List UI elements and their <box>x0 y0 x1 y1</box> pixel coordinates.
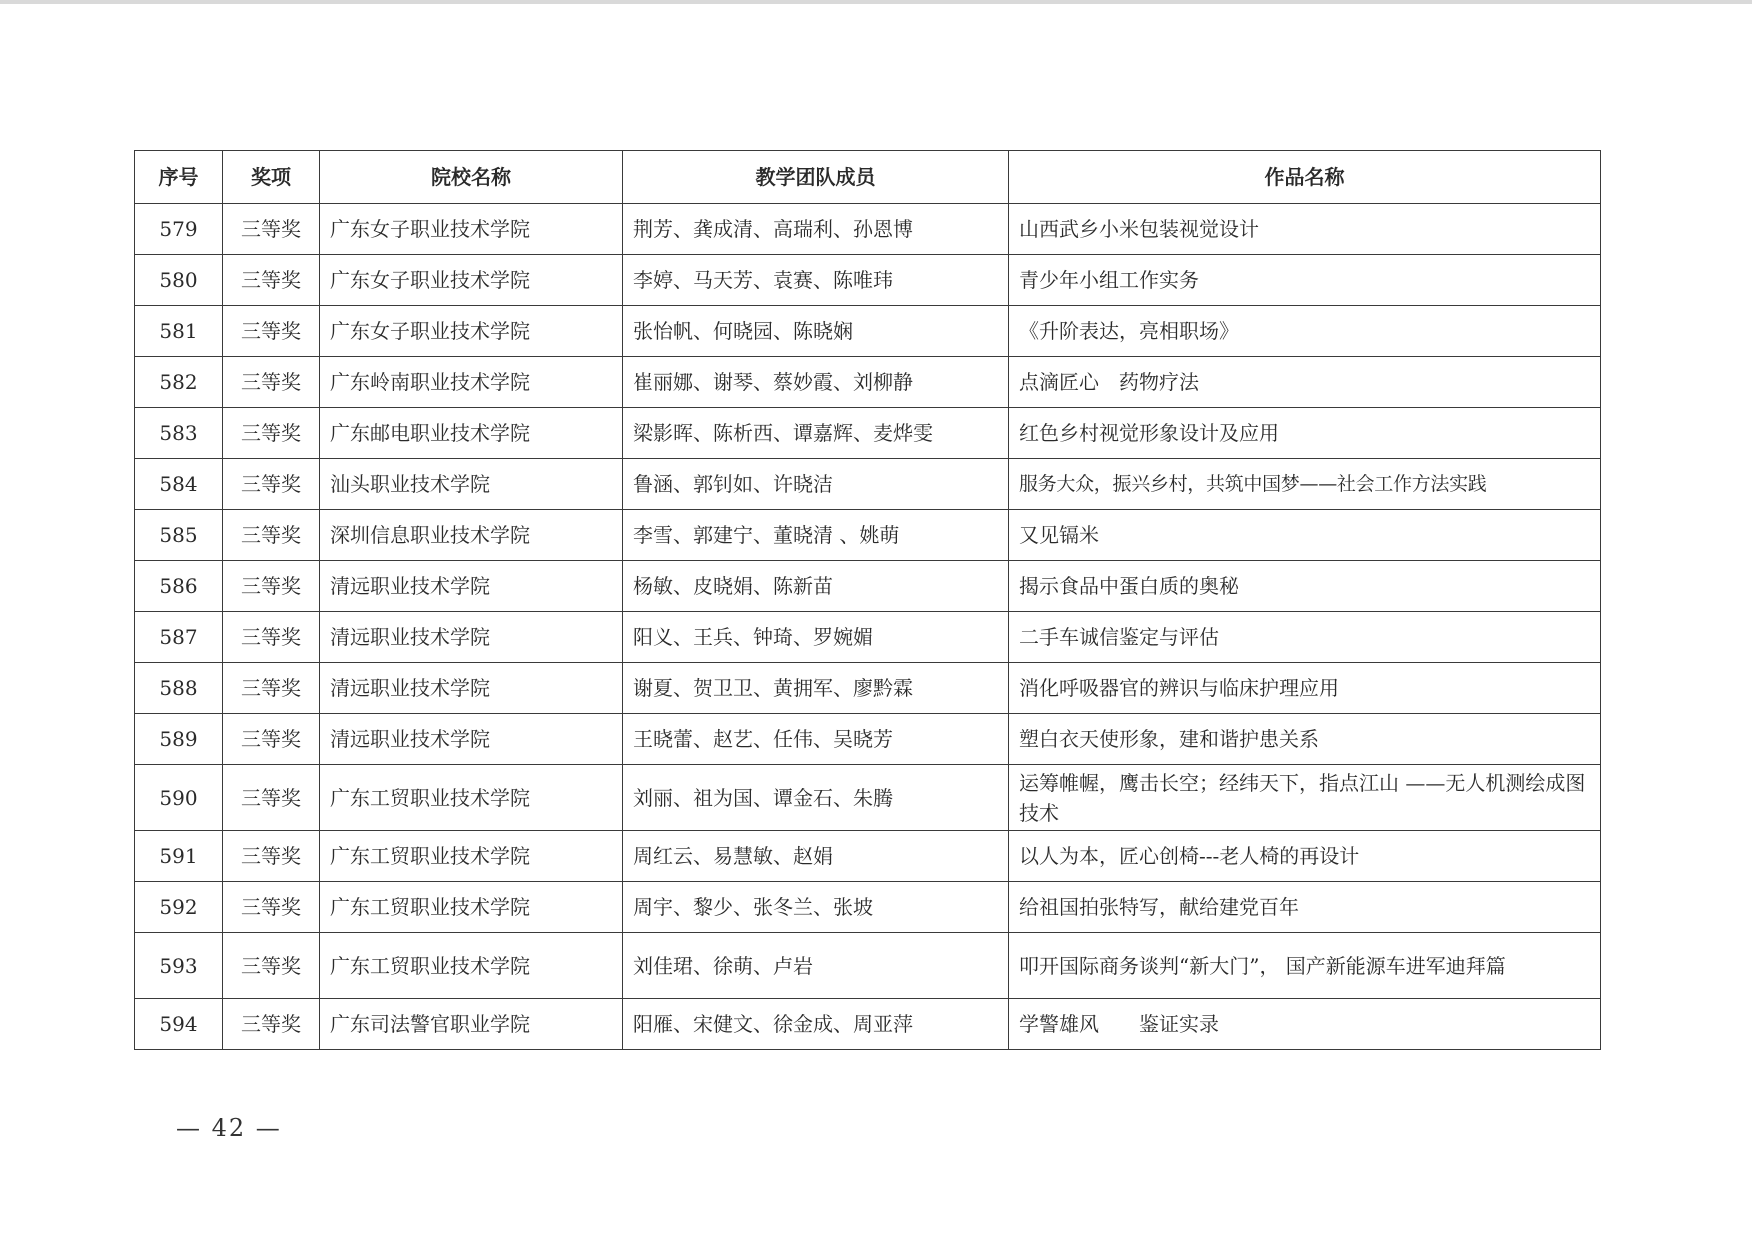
cell-no: 593 <box>135 933 223 999</box>
cell-school: 清远职业技术学院 <box>320 612 623 663</box>
cell-work: 给祖国拍张特写，献给建党百年 <box>1009 882 1601 933</box>
cell-work: 又见镉米 <box>1009 510 1601 561</box>
cell-work: 塑白衣天使形象，建和谐护患关系 <box>1009 714 1601 765</box>
cell-school: 广东女子职业技术学院 <box>320 306 623 357</box>
cell-team: 张怡帆、何晓园、陈晓娴 <box>623 306 1009 357</box>
cell-team: 周红云、易慧敏、赵娟 <box>623 831 1009 882</box>
cell-award: 三等奖 <box>223 831 320 882</box>
header-school: 院校名称 <box>320 151 623 204</box>
page-top-edge <box>0 0 1752 4</box>
cell-no: 579 <box>135 204 223 255</box>
header-award: 奖项 <box>223 151 320 204</box>
cell-award: 三等奖 <box>223 408 320 459</box>
table-row <box>135 831 1601 882</box>
cell-school: 广东女子职业技术学院 <box>320 204 623 255</box>
cell-no: 594 <box>135 999 223 1050</box>
cell-work: 青少年小组工作实务 <box>1009 255 1601 306</box>
cell-no: 586 <box>135 561 223 612</box>
table-row <box>135 714 1601 765</box>
cell-no: 592 <box>135 882 223 933</box>
cell-team: 李雪、郭建宁、董晓清 、姚萌 <box>623 510 1009 561</box>
cell-award: 三等奖 <box>223 561 320 612</box>
table-row <box>135 882 1601 933</box>
table-row <box>135 510 1601 561</box>
cell-no: 590 <box>135 765 223 831</box>
cell-award: 三等奖 <box>223 714 320 765</box>
cell-team: 王晓蕾、赵艺、任伟、吴晓芳 <box>623 714 1009 765</box>
cell-team: 周宇、黎少、张冬兰、张坡 <box>623 882 1009 933</box>
cell-team: 杨敏、皮晓娟、陈新苗 <box>623 561 1009 612</box>
cell-school: 广东工贸职业技术学院 <box>320 765 623 831</box>
cell-no: 582 <box>135 357 223 408</box>
cell-work: 山西武乡小米包装视觉设计 <box>1009 204 1601 255</box>
cell-no: 581 <box>135 306 223 357</box>
award-table <box>134 150 1601 1050</box>
cell-team: 谢夏、贺卫卫、黄拥军、廖黔霖 <box>623 663 1009 714</box>
cell-school: 清远职业技术学院 <box>320 663 623 714</box>
table-row <box>135 612 1601 663</box>
cell-award: 三等奖 <box>223 204 320 255</box>
page-number: — 42 — <box>176 1114 282 1142</box>
cell-award: 三等奖 <box>223 357 320 408</box>
cell-school: 广东工贸职业技术学院 <box>320 831 623 882</box>
cell-work: 揭示食品中蛋白质的奥秘 <box>1009 561 1601 612</box>
cell-work: 运筹帷幄，鹰击长空；经纬天下，指点江山 ——无人机测绘成图技术 <box>1009 765 1601 831</box>
cell-work: 学警雄风 鉴证实录 <box>1009 999 1601 1050</box>
cell-school: 清远职业技术学院 <box>320 561 623 612</box>
header-no: 序号 <box>135 151 223 204</box>
cell-work: 叩开国际商务谈判“新大门”， 国产新能源车进军迪拜篇 <box>1009 933 1601 999</box>
cell-award: 三等奖 <box>223 999 320 1050</box>
cell-team: 鲁涵、郭钊如、许晓洁 <box>623 459 1009 510</box>
table-row <box>135 663 1601 714</box>
cell-team: 阳雁、宋健文、徐金成、周亚萍 <box>623 999 1009 1050</box>
cell-award: 三等奖 <box>223 765 320 831</box>
header-work: 作品名称 <box>1009 151 1601 204</box>
table-row <box>135 561 1601 612</box>
cell-no: 588 <box>135 663 223 714</box>
table-row <box>135 765 1601 831</box>
cell-no: 584 <box>135 459 223 510</box>
cell-school: 广东岭南职业技术学院 <box>320 357 623 408</box>
table-row <box>135 357 1601 408</box>
cell-award: 三等奖 <box>223 459 320 510</box>
table-row <box>135 255 1601 306</box>
cell-work: 二手车诚信鉴定与评估 <box>1009 612 1601 663</box>
cell-school: 清远职业技术学院 <box>320 714 623 765</box>
cell-school: 广东司法警官职业学院 <box>320 999 623 1050</box>
cell-award: 三等奖 <box>223 306 320 357</box>
cell-no: 580 <box>135 255 223 306</box>
cell-no: 583 <box>135 408 223 459</box>
cell-award: 三等奖 <box>223 663 320 714</box>
cell-work: 以人为本，匠心创椅---老人椅的再设计 <box>1009 831 1601 882</box>
cell-no: 589 <box>135 714 223 765</box>
table-row <box>135 459 1601 510</box>
cell-award: 三等奖 <box>223 882 320 933</box>
cell-team: 崔丽娜、谢琴、蔡妙霞、刘柳静 <box>623 357 1009 408</box>
cell-team: 梁影晖、陈析西、谭嘉辉、麦烨雯 <box>623 408 1009 459</box>
cell-award: 三等奖 <box>223 510 320 561</box>
cell-work: 消化呼吸器官的辨识与临床护理应用 <box>1009 663 1601 714</box>
cell-award: 三等奖 <box>223 933 320 999</box>
cell-school: 广东女子职业技术学院 <box>320 255 623 306</box>
cell-work: 红色乡村视觉形象设计及应用 <box>1009 408 1601 459</box>
cell-team: 阳义、王兵、钟琦、罗婉媚 <box>623 612 1009 663</box>
cell-work: 《升阶表达，亮相职场》 <box>1009 306 1601 357</box>
cell-school: 深圳信息职业技术学院 <box>320 510 623 561</box>
cell-school: 广东邮电职业技术学院 <box>320 408 623 459</box>
cell-no: 591 <box>135 831 223 882</box>
header-team: 教学团队成员 <box>623 151 1009 204</box>
table-row <box>135 204 1601 255</box>
table-row <box>135 408 1601 459</box>
cell-no: 585 <box>135 510 223 561</box>
cell-work: 服务大众，振兴乡村，共筑中国梦——社会工作方法实践 <box>1009 459 1601 510</box>
cell-award: 三等奖 <box>223 255 320 306</box>
table-row <box>135 306 1601 357</box>
cell-team: 刘丽、祖为国、谭金石、朱腾 <box>623 765 1009 831</box>
cell-school: 广东工贸职业技术学院 <box>320 882 623 933</box>
cell-award: 三等奖 <box>223 612 320 663</box>
cell-team: 荆芳、龚成清、高瑞利、孙恩博 <box>623 204 1009 255</box>
table-header-row <box>135 151 1601 204</box>
cell-team: 刘佳珺、徐萌、卢岩 <box>623 933 1009 999</box>
table-row <box>135 999 1601 1050</box>
table-row <box>135 933 1601 999</box>
cell-no: 587 <box>135 612 223 663</box>
cell-team: 李婷、马天芳、袁赛、陈唯玮 <box>623 255 1009 306</box>
cell-school: 汕头职业技术学院 <box>320 459 623 510</box>
cell-school: 广东工贸职业技术学院 <box>320 933 623 999</box>
cell-work: 点滴匠心 药物疗法 <box>1009 357 1601 408</box>
